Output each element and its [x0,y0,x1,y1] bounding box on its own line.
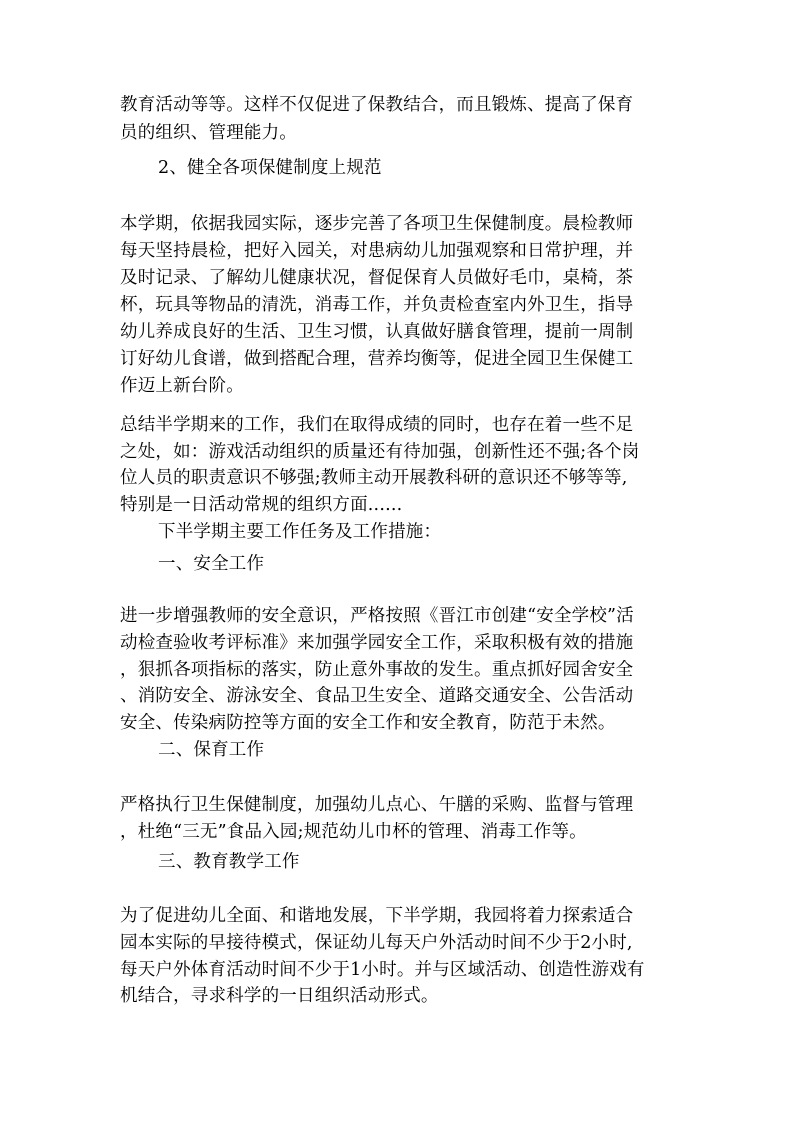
paragraph-4-line-5: 安全、传染病防控等方面的安全工作和安全教育，防范于未然。 [120,713,616,733]
paragraph-1-line-2: 员的组织、管理能力。 [120,123,297,143]
paragraph-4-line-1: 进一步增强教师的安全意识，严格按照《晋江市创建“安全学校”活 [120,606,634,626]
paragraph-4-line-4: 、消防安全、游泳安全、食品卫生安全、道路交通安全、公告活动 [120,686,634,706]
paragraph-6-line-3: 每天户外体育活动时间不少于1小时。并与区域活动、创造性游戏有 [120,960,645,980]
paragraph-2-line-4: 杯，玩具等物品的清洗，消毒工作，并负责检查室内外卫生，指导 [120,295,634,315]
paragraph-2-line-5: 幼儿养成良好的生活、卫生习惯，认真做好膳食管理，提前一周制 [120,322,634,342]
heading-care-work: 二、保育工作 [158,740,265,760]
paragraph-2-line-2: 每天坚持晨检，把好入园关，对患病幼儿加强观察和日常护理，并 [120,241,634,261]
paragraph-4-line-2: 动检查验收考评标准》来加强学园安全工作，采取积极有效的措施 [120,633,634,653]
heading-safety-work: 一、安全工作 [158,554,265,574]
paragraph-6-line-4: 机结合，寻求科学的一日组织活动形式。 [120,986,439,1006]
paragraph-4-line-3: ，狠抓各项指标的落实，防止意外事故的发生。重点抓好园舍安全 [120,660,634,680]
heading-teaching-work: 三、教育教学工作 [158,852,300,872]
paragraph-2-line-3: 及时记录、了解幼儿健康状况，督促保育人员做好毛巾，桌椅，茶 [120,268,634,288]
paragraph-5-line-2: ，杜绝“三无”食品入园;规范幼儿巾杯的管理、消毒工作等。 [120,822,587,842]
paragraph-2-line-7: 作迈上新台阶。 [120,376,244,396]
paragraph-3-line-3: 位人员的职责意识不够强;教师主动开展教科研的意识还不够等等, [120,468,628,488]
paragraph-3-line-1: 总结半学期来的工作，我们在取得成绩的同时，也存在着一些不足 [120,415,634,435]
paragraph-6-line-1: 为了促进幼儿全面、和谐地发展，下半学期，我园将着力探索适合 [120,906,634,926]
paragraph-2-line-6: 订好幼儿食谱，做到搭配合理，营养均衡等，促进全园卫生保健工 [120,349,634,369]
paragraph-6-line-2: 园本实际的早接待模式，保证幼儿每天户外活动时间不少于2小时, [120,933,633,953]
paragraph-5-line-1: 严格执行卫生保健制度，加强幼儿点心、午膳的采购、监督与管理 [120,795,634,815]
paragraph-1-line-1: 教育活动等等。这样不仅促进了保教结合，而且锻炼、提高了保育 [120,95,634,115]
paragraph-3-line-2: 之处，如：游戏活动组织的质量还有待加强，创新性还不强;各个岗 [120,442,640,462]
paragraph-3-line-4: 特别是一日活动常规的组织方面...... [120,495,403,515]
heading-health-system: 2、健全各项保健制度上规范 [158,158,382,178]
paragraph-2-line-1: 本学期，依据我园实际，逐步完善了各项卫生保健制度。晨检教师 [120,214,634,234]
heading-second-half-tasks: 下半学期主要工作任务及工作措施： [158,522,442,542]
